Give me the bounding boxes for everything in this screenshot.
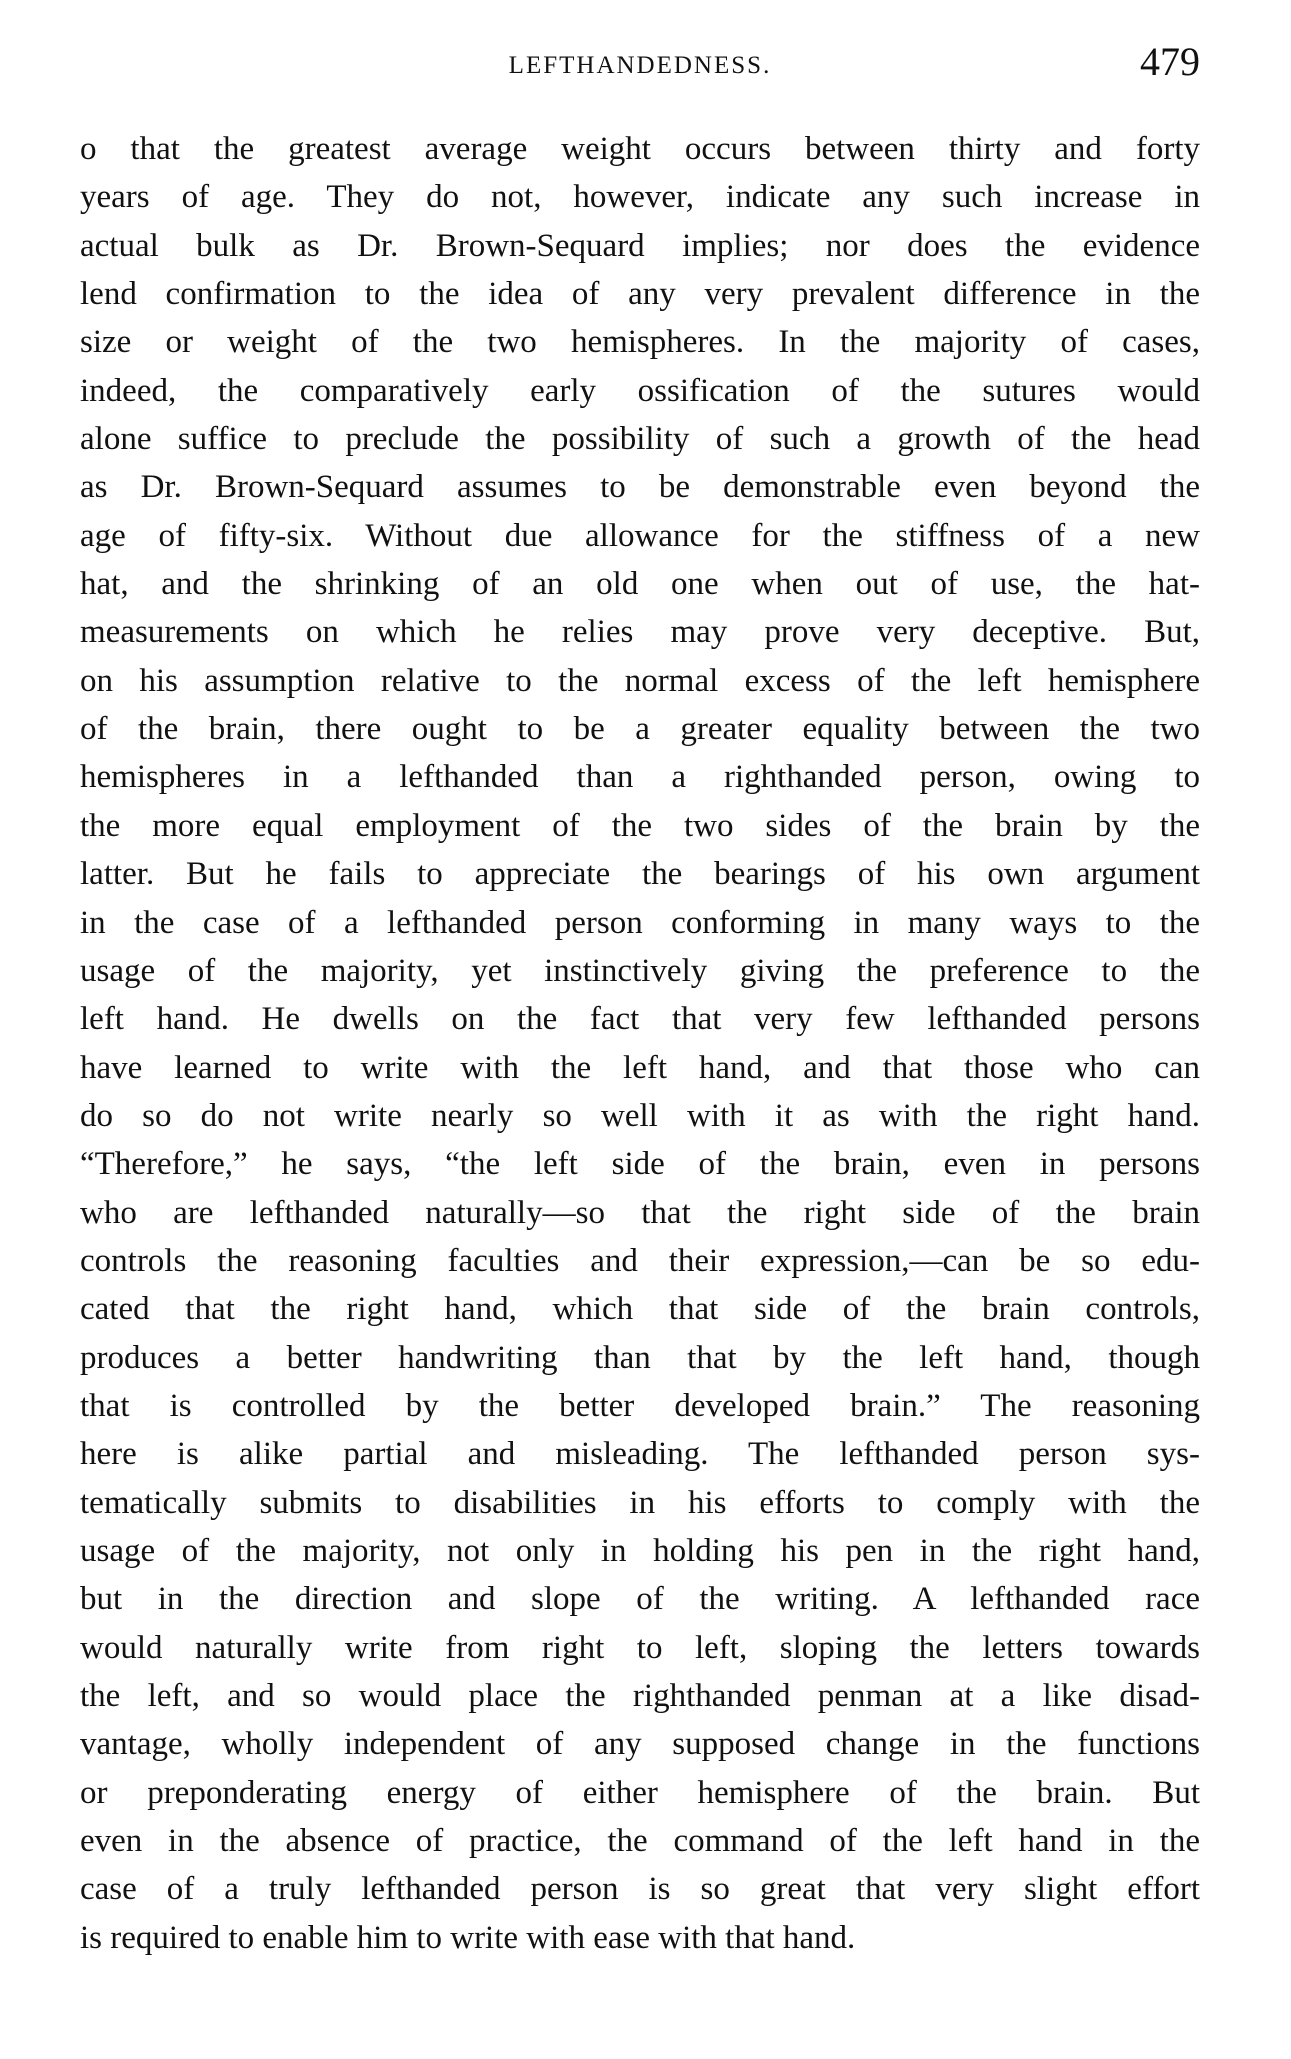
text-line: have learned to write with the left hand, and that those who can xyxy=(80,1049,1200,1086)
running-head xyxy=(80,38,1200,118)
text-line: hemispheres in a lefthanded than a righthanded person, owing to xyxy=(80,759,1200,796)
text-line: hat, and the shrinking of an old one when out of use, the hat- xyxy=(80,566,1200,603)
text-line: in the case of a lefthanded person conforming in many ways to the xyxy=(80,904,1200,941)
text-line: indeed, the comparatively early ossification of the sutures would xyxy=(80,372,1200,409)
text-line: would naturally write from right to left, sloping the letters towards xyxy=(80,1629,1200,1666)
text-line: who are lefthanded naturally—so that the right side of the brain xyxy=(80,1194,1200,1231)
text-line: on his assumption relative to the normal excess of the left hemisphere xyxy=(80,662,1200,699)
text-line: do so do not write nearly so well with it as with the right hand. xyxy=(80,1097,1200,1134)
text-line: vantage, wholly independent of any supposed change in the functions xyxy=(80,1726,1200,1763)
text-line: here is alike partial and misleading. The lefthanded person sys- xyxy=(80,1436,1200,1473)
running-title: LEFTHANDEDNESS. xyxy=(508,52,772,79)
text-line: cated that the right hand, which that side of the brain controls, xyxy=(80,1291,1200,1328)
text-line: of the brain, there ought to be a greater equality between the two xyxy=(80,711,1200,748)
page-number: 479 xyxy=(1140,39,1200,84)
text-line: controls the reasoning faculties and their expression,—can be so edu- xyxy=(80,1242,1200,1279)
text-line: tematically submits to disabilities in his efforts to comply with the xyxy=(80,1484,1200,1521)
text-line: the left, and so would place the righthanded penman at a like disad- xyxy=(80,1678,1200,1714)
text-line: as Dr. Brown-Sequard assumes to be demonstrable even beyond the xyxy=(80,469,1200,506)
text-line: but in the direction and slope of the writing. A lefthanded race xyxy=(80,1581,1200,1618)
text-line: measurements on which he relies may prove very deceptive. But, xyxy=(80,614,1200,651)
text-line: lend confirmation to the idea of any very prevalent difference in the xyxy=(80,276,1200,313)
text-line: usage of the majority, not only in holding his pen in the right hand, xyxy=(80,1532,1200,1569)
text-line: or preponderating energy of either hemisphere of the brain. But xyxy=(80,1774,1200,1811)
text-line: “Therefore,” he says, “the left side of the brain, even in persons xyxy=(80,1146,1200,1183)
text-line: o that the greatest average weight occurs between thirty and forty xyxy=(80,131,1200,167)
text-line: age of fifty-six. Without due allowance for the stiffness of a new xyxy=(80,517,1200,554)
text-line: produces a better handwriting than that by the left hand, though xyxy=(80,1339,1200,1376)
text-line: latter. But he fails to appreciate the bearings of his own argument xyxy=(80,856,1200,893)
text-line: size or weight of the two hemispheres. In the majority of cases, xyxy=(80,324,1200,361)
text-line: alone suffice to preclude the possibility of such a growth of the head xyxy=(80,421,1200,458)
text-line: actual bulk as Dr. Brown-Sequard implies; nor does the evidence xyxy=(80,227,1200,264)
body-paragraph xyxy=(80,125,1200,1962)
text-line: is required to enable him to write with ease with that hand. xyxy=(80,1919,856,1956)
text-line: even in the absence of practice, the command of the left hand in the xyxy=(80,1823,1200,1860)
text-line: usage of the majority, yet instinctively giving the preference to the xyxy=(80,952,1200,989)
text-line: that is controlled by the better developed brain.” The reasoning xyxy=(80,1387,1200,1424)
text-line: the more equal employment of the two sides of the brain by the xyxy=(80,807,1200,844)
text-line: years of age. They do not, however, indicate any such increase in xyxy=(80,179,1200,216)
text-line: left hand. He dwells on the fact that very few lefthanded persons xyxy=(80,1001,1200,1038)
text-line: case of a truly lefthanded person is so great that very slight effort xyxy=(80,1871,1200,1908)
